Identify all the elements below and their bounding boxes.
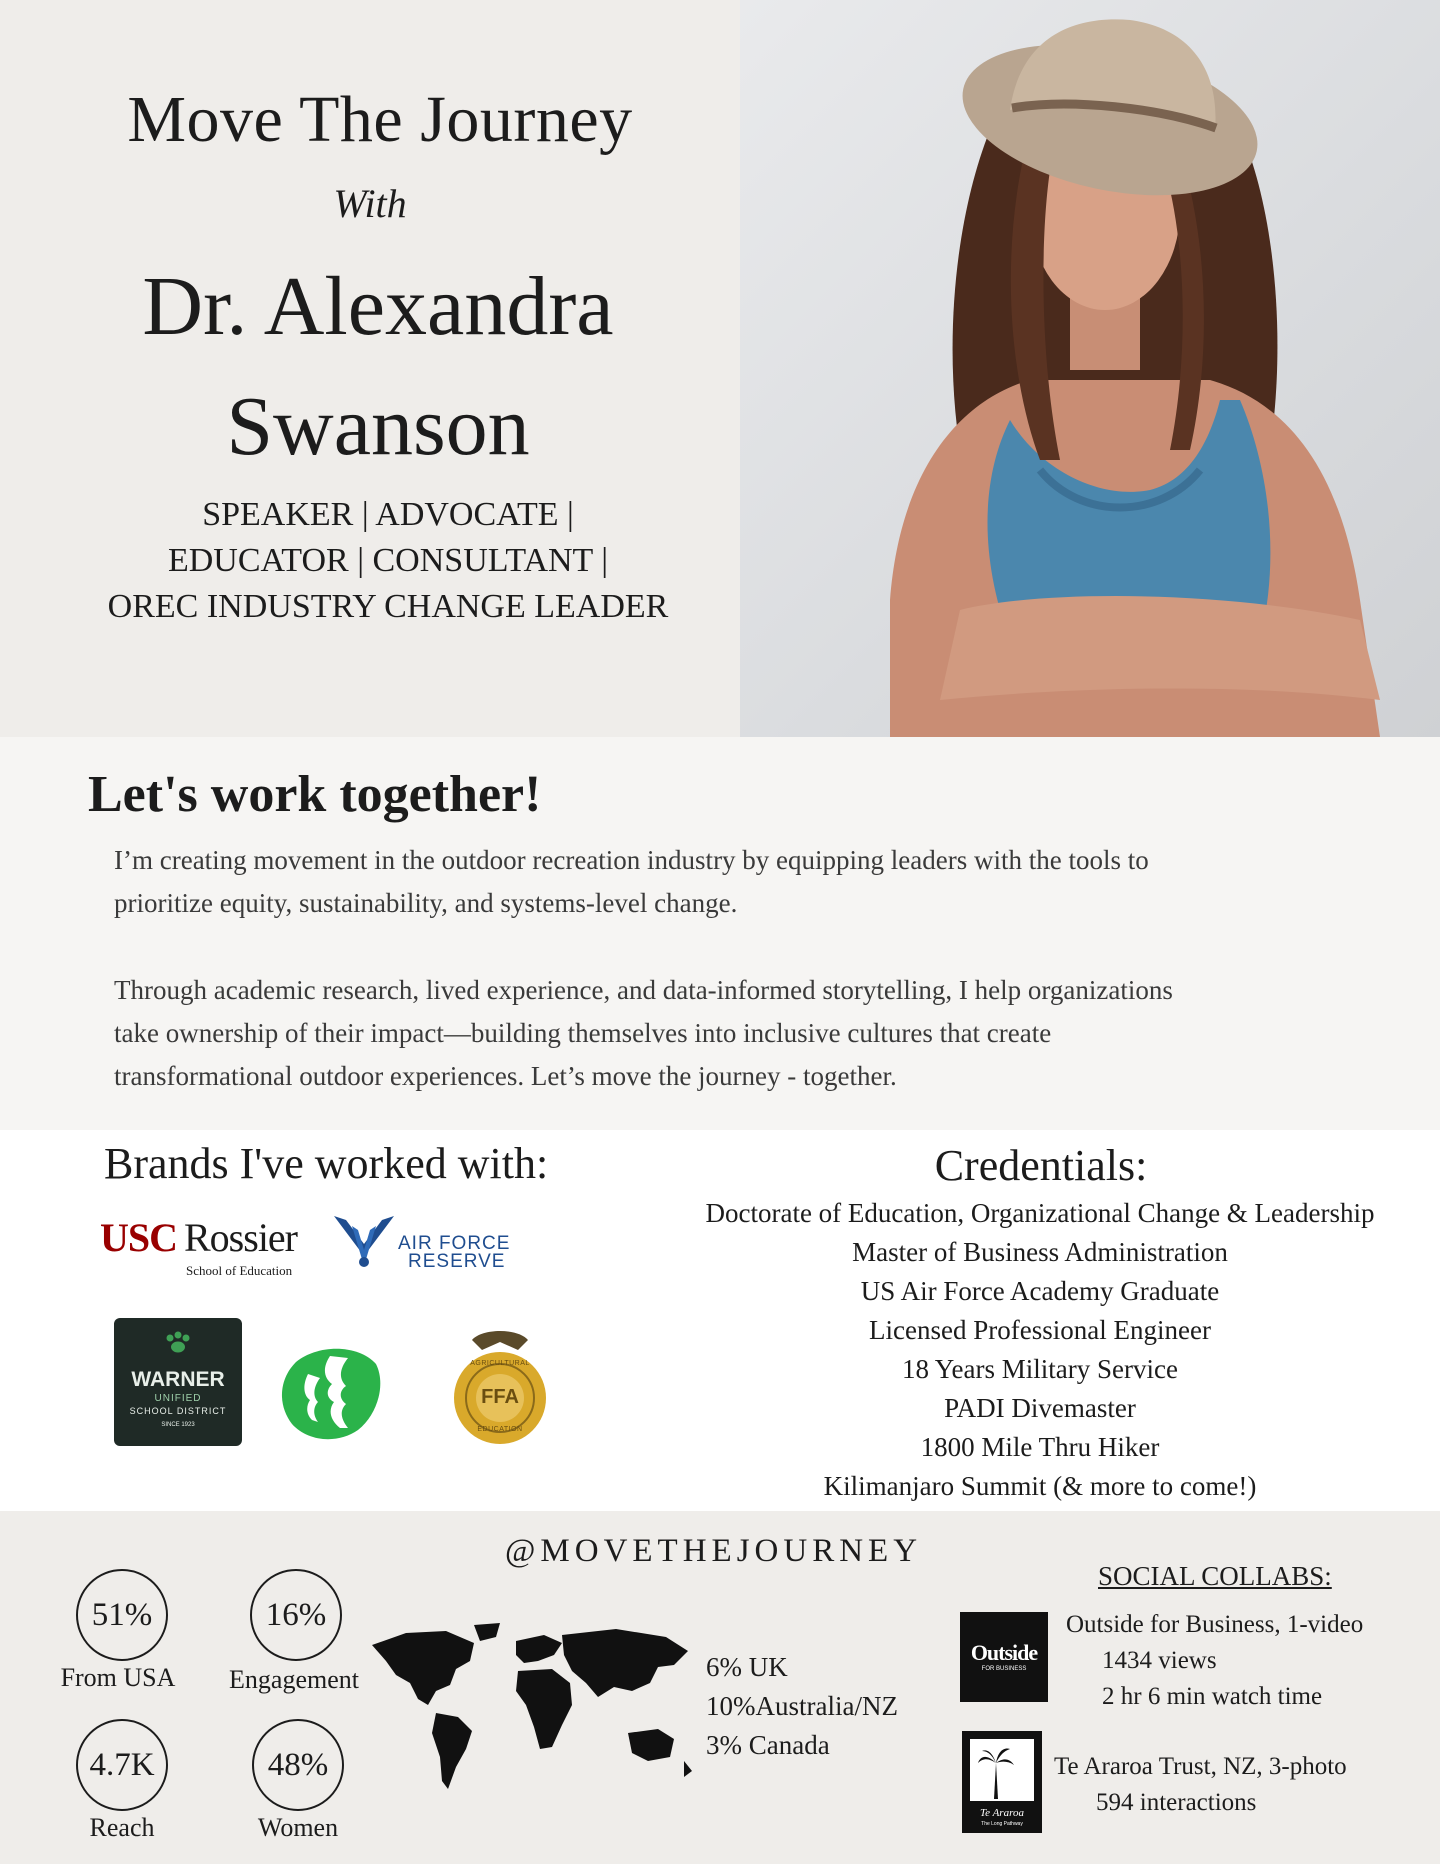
palm-tree-icon — [976, 1743, 1016, 1799]
paragraph-line: I’m creating movement in the outdoor recreation industry by equipping leaders with the tools to — [114, 845, 1149, 875]
girl-scouts-logo — [278, 1344, 384, 1444]
air-force-wings-icon — [332, 1212, 396, 1274]
stat-label-engagement: Engagement — [229, 1665, 359, 1694]
air-force-text-1: AIR FORCE — [398, 1233, 511, 1254]
outside-logo — [960, 1612, 1048, 1702]
portrait-illustration — [740, 0, 1440, 737]
name-line-2: Swanson — [226, 380, 530, 473]
social-collabs-heading: SOCIAL COLLABS: — [1098, 1561, 1332, 1591]
intro-paragraph-1 — [114, 839, 1314, 925]
stat-circle-women: 48% — [252, 1719, 344, 1811]
collab-line: Outside for Business, 1-video — [1066, 1611, 1364, 1638]
credential-item: 1800 Mile Thru Hiker — [920, 1432, 1160, 1462]
te-araroa-logo-subtext: The Long Pathway — [981, 1821, 1023, 1827]
air-force-text-2: RESERVE — [408, 1251, 506, 1272]
paragraph-line: take ownership of their impact—building themselves into inclusive cultures that create — [114, 1018, 1052, 1048]
stat-circle-reach: 4.7K — [76, 1719, 168, 1811]
usc-logo-text: USC — [100, 1215, 178, 1260]
with-label: With — [333, 181, 407, 226]
page-title: Move The Journey — [127, 83, 633, 156]
stat-label-usa: From USA — [60, 1663, 176, 1692]
warner-text: WARNER — [131, 1368, 225, 1391]
paragraph-line: Through academic research, lived experience, and data-informed storytelling, I help organizations — [114, 975, 1173, 1005]
collab-line: Te Araroa Trust, NZ, 3-photo — [1054, 1753, 1347, 1780]
credential-item: Master of Business Administration — [852, 1237, 1228, 1267]
brands-heading: Brands I've worked with: — [104, 1139, 549, 1188]
credential-item: US Air Force Academy Graduate — [860, 1276, 1220, 1306]
country-stat: 3% Canada — [706, 1730, 830, 1760]
stats-section — [0, 1511, 1440, 1864]
collab-line: 1434 views — [1102, 1647, 1217, 1674]
credential-item: PADI Divemaster — [944, 1393, 1136, 1423]
usc-rossier-logo — [100, 1214, 310, 1280]
country-stats — [706, 1648, 898, 1765]
ffa-ring-top-text: AGRICULTURAL — [470, 1360, 530, 1367]
outside-logo-text: Outside — [970, 1640, 1038, 1665]
stat-circle-usa: 51% — [76, 1569, 168, 1661]
ffa-ring-bottom-text: EDUCATION — [477, 1426, 523, 1433]
te-araroa-collab-details — [1054, 1749, 1347, 1821]
collab-line: 2 hr 6 min watch time — [1102, 1683, 1323, 1710]
credentials-heading: Credentials: — [934, 1141, 1148, 1190]
warner-since-text: SINCE 1923 — [161, 1422, 195, 1428]
ffa-center-text: FFA — [481, 1386, 519, 1408]
hero-text — [0, 0, 740, 737]
role-line: EDUCATOR | CONSULTANT | — [167, 542, 609, 579]
credentials-list — [640, 1194, 1440, 1506]
warner-district-text: SCHOOL DISTRICT — [129, 1406, 227, 1416]
role-line: OREC INDUSTRY CHANGE LEADER — [107, 588, 669, 625]
ffa-emblem-logo — [452, 1326, 548, 1450]
air-force-reserve-logo — [332, 1212, 544, 1274]
stat-label-women: Women — [257, 1813, 339, 1842]
credential-item: 18 Years Military Service — [902, 1354, 1178, 1384]
name-line-1: Dr. Alexandra — [142, 260, 614, 353]
paw-icon — [163, 1330, 193, 1354]
intro-paragraph-2 — [114, 969, 1314, 1098]
hero-section — [0, 0, 1440, 737]
collab-line: 594 interactions — [1096, 1789, 1257, 1816]
stat-label-reach: Reach — [89, 1813, 155, 1842]
te-araroa-logo-text: Te Araroa — [980, 1807, 1024, 1819]
te-araroa-logo — [962, 1731, 1042, 1833]
roles-list — [0, 492, 776, 630]
portrait-photo — [740, 0, 1440, 737]
credential-item: Licensed Professional Engineer — [869, 1315, 1211, 1345]
work-together-heading: Let's work together! — [88, 766, 542, 823]
work-together-section — [0, 737, 1440, 1130]
outside-logo-subtext: FOR BUSINESS — [981, 1666, 1027, 1672]
country-stat: 6% UK — [706, 1652, 788, 1682]
outside-collab-details — [1066, 1607, 1363, 1715]
credential-item: Kilimanjaro Summit (& more to come!) — [823, 1471, 1257, 1501]
credential-item: Doctorate of Education, Organizational Change & Leadership — [705, 1198, 1375, 1228]
world-map-icon — [366, 1621, 696, 1801]
rossier-logo-text: Rossier — [184, 1215, 297, 1260]
paragraph-line: prioritize equity, sustainability, and systems-level change. — [114, 888, 738, 918]
girl-scouts-trefoil-icon — [278, 1344, 384, 1444]
stat-circle-engagement: 16% — [250, 1569, 342, 1661]
warner-unified-logo — [114, 1318, 242, 1446]
role-line: SPEAKER | ADVOCATE | — [202, 496, 574, 533]
country-stat: 10%Australia/NZ — [706, 1691, 898, 1721]
social-handle: @MOVETHEJOURNEY — [505, 1533, 923, 1569]
warner-unified-text: UNIFIED — [154, 1393, 202, 1404]
usc-subtitle: School of Education — [186, 1263, 293, 1278]
paragraph-line: transformational outdoor experiences. Let’s move the journey - together. — [114, 1061, 897, 1091]
